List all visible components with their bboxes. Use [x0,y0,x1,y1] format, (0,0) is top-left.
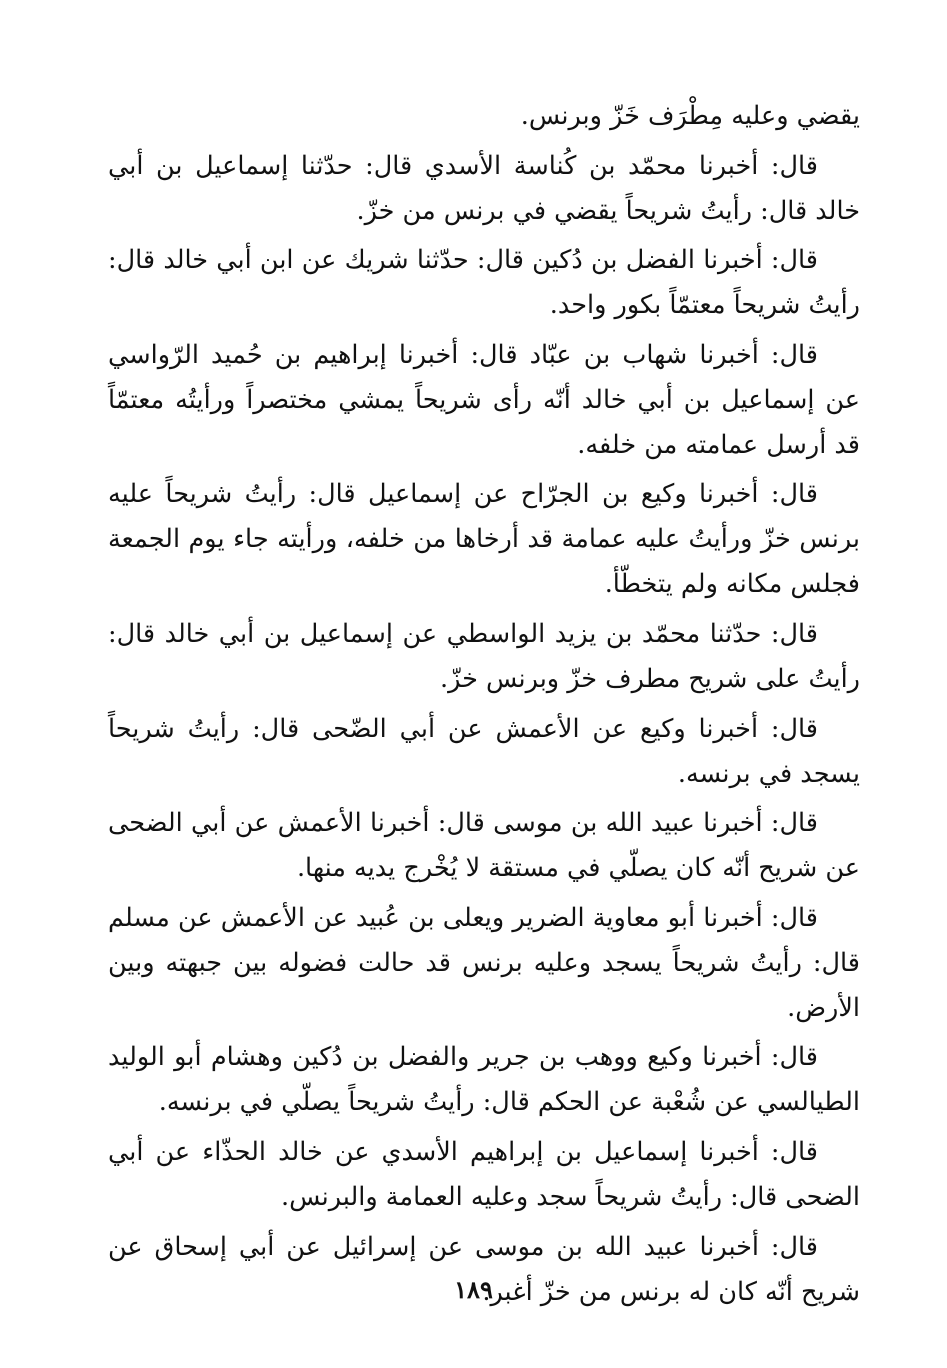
paragraph-1: يقضي وعليه مِطْرَف خَزّ وبرنس. [520,101,860,131]
paragraph-5: قال: أخبرنا وكيع بن الجرّاح عن إسماعيل قال: رأيتُ شريحاً عليه برنس خزّ ورأيتُ عليه عمامة قد أرخاها من خلفه، ورأيته جاء يوم الجمعة فجلس مكانه ولم يتخطّأ. [108,479,860,600]
page-body [108,94,860,1315]
paragraph-11: قال: أخبرنا إسماعيل بن إبراهيم الأسدي عن خالد الحذّاء عن أبي الضحى قال: رأيتُ شريحاً سجد وعليه العمامة والبرنس. [108,1136,860,1212]
page-number: ١٨٩ [454,1275,493,1304]
paragraph-4: قال: أخبرنا شهاب بن عبّاد قال: أخبرنا إبراهيم بن حُميد الرّواسي عن إسماعيل بن أبي خالد أنّه رأى شريحاً يمشي مختصراً ورأيتُه معتمّاً قد أرسل عمامته من خلفه. [108,339,860,460]
paragraph-12: قال: أخبرنا عبيد الله بن موسى عن إسرائيل عن أبي إسحاق عن شريح أنّه كان له برنس من خزّ أغبر. [108,1231,860,1307]
paragraph-2: قال: أخبرنا محمّد بن كُناسة الأسدي قال: حدّثنا إسماعيل بن أبي خالد قال: رأيتُ شريحاً يقضي في برنس من خزّ. [108,150,860,226]
paragraph-7: قال: أخبرنا وكيع عن الأعمش عن أبي الضّحى قال: رأيتُ شريحاً يسجد في برنسه. [108,713,860,789]
paragraph-9: قال: أخبرنا أبو معاوية الضرير ويعلى بن عُبيد عن الأعمش عن مسلم قال: رأيتُ شريحاً يسجد وعليه برنس قد حالت فضوله بين جبهته وبين الأرض. [108,902,860,1023]
paragraph-10: قال: أخبرنا وكيع ووهب بن جرير والفضل بن دُكين وهشام أبو الوليد الطيالسي عن شُعْبة عن الحكم قال: رأيتُ شريحاً يصلّي في برنسه. [108,1042,860,1118]
paragraph-8: قال: أخبرنا عبيد الله بن موسى قال: أخبرنا الأعمش عن أبي الضحى عن شريح أنّه كان يصلّي في مستقة لا يُخْرج يديه منها. [108,808,860,884]
paragraph-6: قال: حدّثنا محمّد بن يزيد الواسطي عن إسماعيل بن أبي خالد قال: رأيتُ على شريح مطرف خزّ وبرنس خزّ. [108,618,860,694]
paragraph-3: قال: أخبرنا الفضل بن دُكين قال: حدّثنا شريك عن ابن أبي خالد قال: رأيتُ شريحاً معتمّاً بكور واحد. [108,245,860,321]
